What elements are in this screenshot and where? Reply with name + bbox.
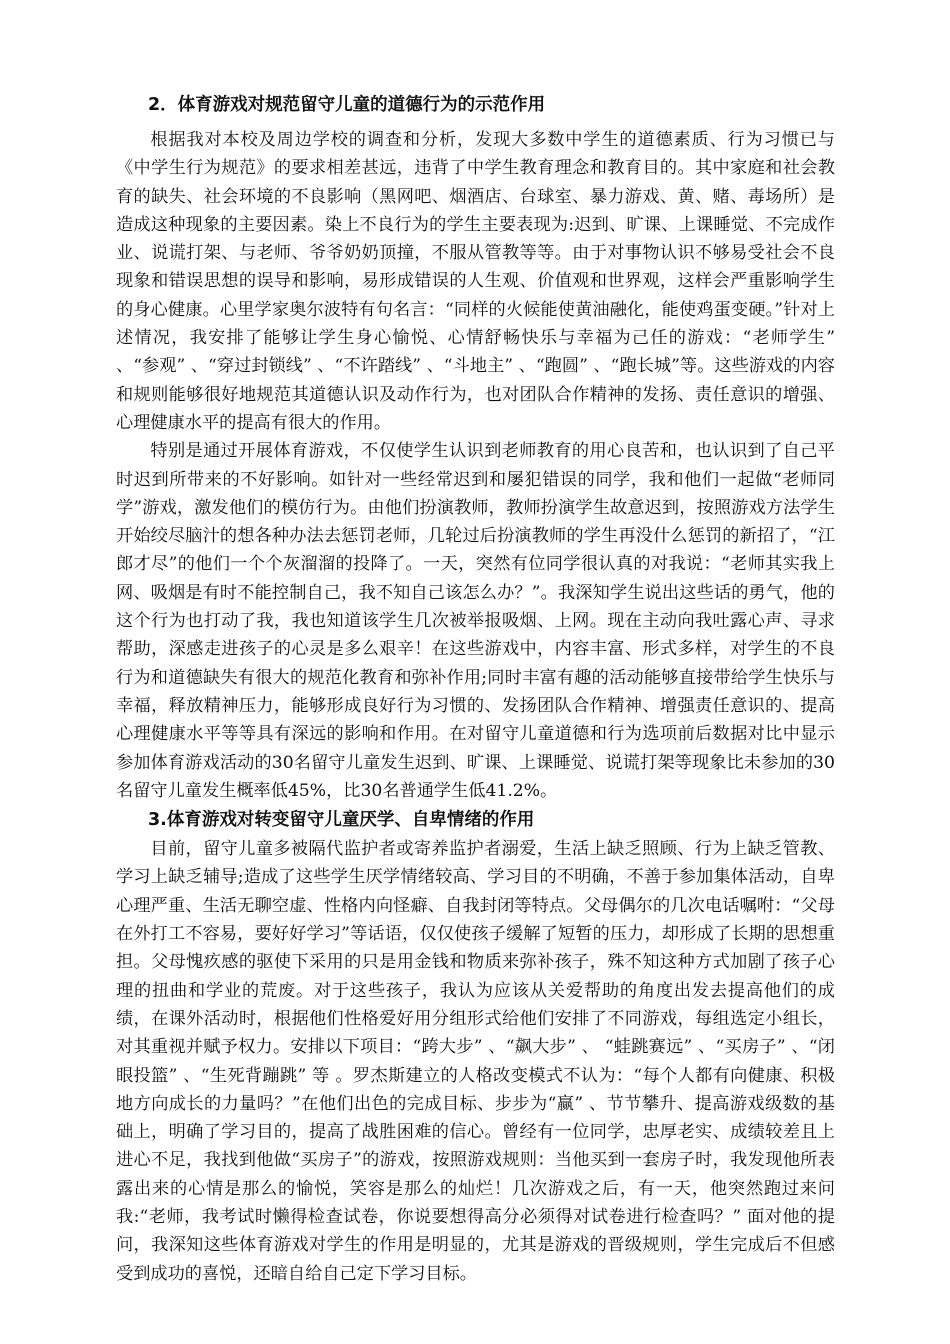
section-2-heading: 2．体育游戏对规范留守儿童的道德行为的示范作用 bbox=[148, 95, 546, 115]
section-2-paragraph-2: 特别是通过开展体育游戏，不仅使学生认识到老师教育的用心良苦和，也认识到了自己平时迟到所带来的不好影响。如针对一些经常迟到和屡犯错误的同学，我和他们一起做“老师同学”游戏，激发他们的模仿行为。由他们扮演教师，教师扮演学生故意迟到，按照游戏方法学生开始绞尽脑汁的想各种办法去惩罚老师，几轮过后扮演教师的学生再没什么惩罚的新招了，“江郎才尽”的他们一个个灰溜溜的投降了。一天，突然有位同学很认真的对我说：“老师其实我上网、吸烟是有时不能控制自己，我不知自己该怎么办？”。我深知学生说出这些话的勇气，他的这个行为也打动了我，我也知道该学生几次被举报吸烟、上网。现在主动向我吐露心声、寻求帮助，深感走进孩子的心灵是多么艰辛！在这些游戏中，内容丰富、形式多样，对学生的不良行为和道德缺失有很大的规范化教育和弥补作用;同时丰富有趣的活动能够直接带给学生快乐与幸福，释放精神压力，能够形成良好行为习惯的、发扬团队合作精神、增强责任意识的、提高心理健康水平等等具有深远的影响和作用。在对留守儿童道德和行为选项前后数据对比中显示参加体育游戏活动的30名留守儿童发生迟到、旷课、上课睡觉、说谎打架等现象比未参加的30名留守儿童发生概率低45%，比30名普通学生低41.2%。 bbox=[116, 441, 835, 801]
section-3-heading: 3.体育游戏对转变留守儿童厌学、自卑情绪的作用 bbox=[148, 810, 535, 831]
section-3-paragraph-1: 目前，留守儿童多被隔代监护者或寄养监护者溺爱，生活上缺乏照顾、行为上缺乏管教、学习上缺乏辅导;造成了这些学生厌学情绪较高、学习目的不明确，不善于参加集体活动，自卑心理严重、生活无聊空虚、性格内向怪癖、自我封闭等特点。父母偶尔的几次电话嘱咐：“父母在外打工不容易，要好好学习”等话语，仅仅使孩子缓解了短暂的压力，却形成了长期的思想重担。父母愧疚感的驱使下采用的只是用金钱和物质来弥补孩子，殊不知这种方式加剧了孩子心理的扭曲和学业的荒废。对于这些孩子，我认为应该从关爱帮助的角度出发去提高他们的成绩，在课外活动时，根据他们性格爱好用分组形式给他们安排了不同游戏，每组选定小组长，对其重视并赋予权力。安排以下项目：“跨大步” 、“飙大步” 、 “蛙跳赛远” 、“买房子” 、“闭眼投篮” 、“生死背蹦跳” 等 。罗杰斯建立的人格改变模式不认为：“每个人都有向健康、积极地方向成长的力量吗？”在他们出色的完成目标、步步为“赢” 、节节攀升、提高游戏级数的基础上，明确了学习目的，提高了战胜困难的信心。曾经有一位同学，忠厚老实、成绩较差且上进心不足，我找到他做“买房子”的游戏，按照游戏规则：当他买到一套房子时，我发现他所表露出来的心情是那么的愉悦，笑容是那么的灿烂！几次游戏之后，有一天，他突然跑过来问我:“老师，我考试时懒得检查试卷，你说要想得高分必须得对试卷进行检查吗？” 面对他的提问，我深知这些体育游戏对学生的作用是明显的，尤其是游戏的晋级规则，学生完成后不但感受到成功的喜悦，还暗自给自己定下学习目标。 bbox=[116, 839, 835, 1284]
document-page bbox=[116, 90, 835, 1288]
section-2-paragraph-1: 根据我对本校及周边学校的调查和分析，发现大多数中学生的道德素质、行为习惯已与《中学生行为规范》的要求相差甚远，违背了中学生教育理念和教育目的。其中家庭和社会教育的缺失、社会环境的不良影响（黑网吧、烟酒店、台球室、暴力游戏、黄、赌、毒场所）是造成这种现象的主要因素。染上不良行为的学生主要表现为:迟到、旷课、上课睡觉、不完成作业、说谎打架、与老师、爷爷奶奶顶撞，不服从管教等等。由于对事物认识不够易受社会不良现象和错误思想的误导和影响，易形成错误的人生观、价值观和世界观，这样会严重影响学生的身心健康。心里学家奥尔波特有句名言：“同样的火候能使黄油融化，能使鸡蛋变硬。”针对上述情况，我安排了能够让学生身心愉悦、心情舒畅快乐与幸福为己任的游戏：“老师学生” 、“参观” 、“穿过封锁线” 、“不许踏线” 、“斗地主” 、“跑圆” 、“跑长城”等。这些游戏的内容和规则能够很好地规范其道德认识及动作行为，也对团队合作精神的发扬、责任意识的增强、心理健康水平的提高有很大的作用。 bbox=[116, 130, 835, 433]
